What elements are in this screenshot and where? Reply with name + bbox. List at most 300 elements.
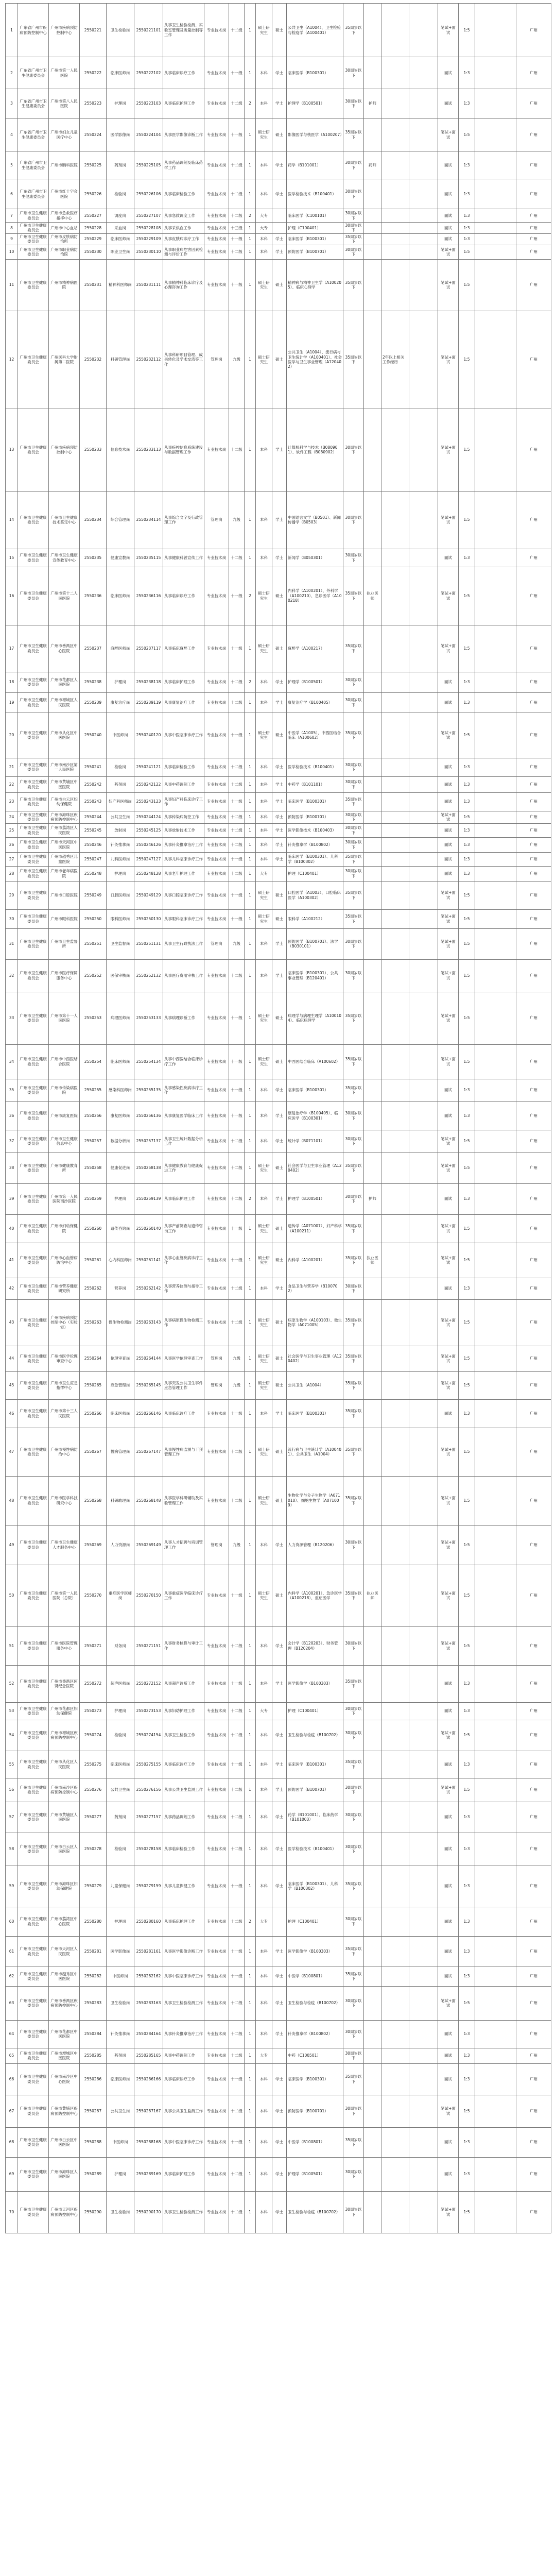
cell-unit-code: 2550289 [80, 2157, 107, 2191]
cell-unit-code: 2550256 [80, 1101, 107, 1130]
cell-title [364, 4, 381, 57]
cell-post-level: 十二级 [229, 672, 245, 692]
cell-unit-code: 2550284 [80, 2020, 107, 2048]
cell-degree: 学士 [272, 823, 287, 837]
cell-region: 广州 [516, 1866, 551, 1907]
cell-experience [381, 1044, 409, 1079]
cell-post-type: 专业技术岗 [204, 179, 229, 209]
cell-other [409, 866, 438, 881]
cell-remark [475, 866, 516, 881]
cell-post-code: 2550249129 [134, 881, 163, 909]
cell-exam-ratio: 1:3 [459, 1101, 475, 1130]
cell-hires: 1 [245, 2191, 256, 2233]
table-row [6, 1153, 551, 1183]
cell-department: 广州市卫生健康委员会 [18, 992, 49, 1044]
cell-department: 广州市卫生健康委员会 [18, 1907, 49, 1936]
cell-post-code: 2550246126 [134, 837, 163, 852]
cell-other [409, 2191, 438, 2233]
cell-degree: 学士 [272, 89, 287, 118]
cell-exam-method: 笔试+面试 [438, 1986, 459, 2020]
table-row [6, 179, 551, 209]
cell-unit: 广州市海珠区疾病预防控制中心 [49, 811, 80, 823]
cell-region: 广州 [516, 1751, 551, 1778]
cell-exam-ratio: 1:5 [459, 1626, 475, 1665]
cell-age: 35周岁以下 [343, 881, 364, 909]
cell-major: 护理（C100401） [287, 1702, 343, 1720]
cell-title [364, 1702, 381, 1720]
cell-post-type: 专业技术岗 [204, 2063, 229, 2095]
cell-post-code: 2550250130 [134, 909, 163, 928]
cell-remark [475, 1525, 516, 1565]
cell-other [409, 1214, 438, 1243]
cell-degree: 硕士 [272, 1299, 287, 1346]
cell-other [409, 2048, 438, 2063]
cell-post-type: 专业技术岗 [204, 2157, 229, 2191]
cell-region: 广州 [516, 179, 551, 209]
cell-post-desc: 从事疾控信息系统建设与数据管理工作 [163, 409, 204, 491]
cell-degree [272, 223, 287, 234]
cell-remark [475, 928, 516, 959]
cell-region: 广州 [516, 2048, 551, 2063]
cell-major: 公共卫生（A1004）、卫生检验与检疫学（A100401） [287, 4, 343, 57]
cell-other [409, 567, 438, 625]
cell-age: 35周岁以下 [343, 1476, 364, 1525]
cell-remark [475, 1214, 516, 1243]
cell-title [364, 2157, 381, 2191]
cell-hires: 1 [245, 1299, 256, 1346]
cell-exam-method: 笔试+面试 [438, 567, 459, 625]
cell-unit: 广州市卫生应急指挥中心 [49, 1371, 80, 1399]
cell-age: 30周岁以下 [343, 1101, 364, 1130]
cell-remark [475, 852, 516, 866]
cell-education: 本科 [256, 233, 272, 245]
cell-department: 广州市卫生健康委员会 [18, 245, 49, 259]
cell-degree: 学士 [272, 1833, 287, 1866]
cell-region: 广州 [516, 1967, 551, 1986]
cell-degree: 学士 [272, 1866, 287, 1907]
table-row [6, 2127, 551, 2157]
cell-age: 30周岁以下 [343, 209, 364, 223]
cell-post-desc: 从事儿科临床诊疗工作 [163, 852, 204, 866]
cell-hires: 1 [245, 758, 256, 776]
cell-hires: 2 [245, 89, 256, 118]
cell-age: 30周岁以下 [343, 89, 364, 118]
table-row [6, 1525, 551, 1565]
cell-major: 医学检验技术（B100401） [287, 758, 343, 776]
cell-unit: 广州市增城区疾病预防控制中心 [49, 1720, 80, 1751]
cell-post-level: 十一级 [229, 625, 245, 672]
cell-remark [475, 1778, 516, 1802]
table-row [6, 567, 551, 625]
cell-region: 广州 [516, 491, 551, 549]
cell-degree [272, 866, 287, 881]
cell-post-code: 2550260140 [134, 1214, 163, 1243]
cell-post-desc: 从事医学科研辅助及实验管理工作 [163, 1476, 204, 1525]
cell-post-type: 专业技术岗 [204, 2095, 229, 2127]
cell-degree: 学士 [272, 1399, 287, 1428]
cell-unit-code: 2550262 [80, 1278, 107, 1299]
cell-major: 内科学（A100201） [287, 1243, 343, 1278]
cell-education: 本科 [256, 1936, 272, 1967]
cell-title [364, 1751, 381, 1778]
cell-major: 卫生检验与检疫（B100702） [287, 1986, 343, 2020]
cell-hires: 1 [245, 1399, 256, 1428]
cell-education: 本科 [256, 1802, 272, 1833]
cell-age: 30周岁以下 [343, 409, 364, 491]
cell-experience [381, 4, 409, 57]
cell-post-type: 专业技术岗 [204, 1399, 229, 1428]
cell-major: 护理学（B100501） [287, 672, 343, 692]
table-row [6, 1665, 551, 1702]
cell-remark [475, 1044, 516, 1079]
cell-post-type: 专业技术岗 [204, 1428, 229, 1476]
cell-post-type: 专业技术岗 [204, 1183, 229, 1214]
cell-post: 精神科医师岗 [107, 259, 134, 311]
cell-post-desc: 从事营养监测与指导工作 [163, 1278, 204, 1299]
cell-post-level: 十二级 [229, 811, 245, 823]
cell-remark [475, 2048, 516, 2063]
cell-post-type: 专业技术岗 [204, 1702, 229, 1720]
cell-experience [381, 567, 409, 625]
cell-post-code: 2550275155 [134, 1751, 163, 1778]
cell-exam-ratio: 1:5 [459, 1153, 475, 1183]
cell-other [409, 57, 438, 89]
cell-title [364, 672, 381, 692]
cell-exam-ratio: 1:5 [459, 2191, 475, 2233]
cell-experience [381, 1702, 409, 1720]
cell-unit: 广州市黄埔区中医医院 [49, 776, 80, 792]
cell-unit: 广州市妇女儿童医疗中心 [49, 118, 80, 151]
cell-major: 康复治疗学（B100405） [287, 692, 343, 713]
cell-department: 广州市卫生健康委员会 [18, 852, 49, 866]
cell-department: 广州市卫生健康委员会 [18, 1665, 49, 1702]
cell-post-desc: 从事临床护理工作 [163, 1907, 204, 1936]
cell-department: 广东省广州市卫生健康委员会 [18, 118, 49, 151]
cell-post-code: 2550225105 [134, 151, 163, 179]
cell-region: 广州 [516, 1153, 551, 1183]
cell-age: 35周岁以下 [343, 1665, 364, 1702]
cell-region: 广州 [516, 1665, 551, 1702]
cell-major: 临床医学（B100301） [287, 233, 343, 245]
cell-unit-code: 2550243 [80, 792, 107, 811]
cell-post-level: 十二级 [229, 1802, 245, 1833]
cell-remark [475, 792, 516, 811]
cell-post-level: 十一级 [229, 992, 245, 1044]
cell-exam-method: 面试 [438, 223, 459, 234]
cell-age: 35周岁以下 [343, 1751, 364, 1778]
cell-hires: 1 [245, 2095, 256, 2127]
cell-hires: 1 [245, 223, 256, 234]
table-row [6, 1833, 551, 1866]
cell-degree: 学士 [272, 959, 287, 992]
cell-other [409, 692, 438, 713]
cell-exam-ratio: 1:5 [459, 959, 475, 992]
cell-remark [475, 672, 516, 692]
cell-department: 广州市卫生健康委员会 [18, 1986, 49, 2020]
cell-age: 35周岁以下 [343, 1428, 364, 1476]
cell-experience [381, 1665, 409, 1702]
cell-remark [475, 1101, 516, 1130]
cell-post: 病理医师岗 [107, 992, 134, 1044]
table-row [6, 1907, 551, 1936]
cell-experience [381, 1399, 409, 1428]
cell-education: 硕士研究生 [256, 1346, 272, 1371]
cell-education: 本科 [256, 2095, 272, 2127]
cell-exam-ratio: 1:3 [459, 1802, 475, 1833]
cell-age: 30周岁以下 [343, 2157, 364, 2191]
cell-region: 广州 [516, 2157, 551, 2191]
cell-department: 广州市卫生健康委员会 [18, 1399, 49, 1428]
cell-post-level: 十一级 [229, 1936, 245, 1967]
cell-post-code: 2550223103 [134, 89, 163, 118]
cell-degree: 学士 [272, 2020, 287, 2048]
cell-hires: 1 [245, 233, 256, 245]
cell-post-level: 十二级 [229, 1833, 245, 1866]
table-row [6, 1720, 551, 1751]
cell-unit: 广州市第十一人民医院 [49, 992, 80, 1044]
cell-remark [475, 1476, 516, 1525]
cell-unit-code: 2550226 [80, 179, 107, 209]
cell-index: 67 [6, 2095, 18, 2127]
cell-remark [475, 909, 516, 928]
cell-title [364, 2020, 381, 2048]
cell-post-level: 十二级 [229, 2191, 245, 2233]
cell-post-code: 2550224104 [134, 118, 163, 151]
cell-age: 30周岁以下 [343, 1525, 364, 1565]
cell-degree: 硕士 [272, 992, 287, 1044]
cell-region: 广州 [516, 1183, 551, 1214]
cell-remark [475, 776, 516, 792]
cell-post-code: 2550278158 [134, 1833, 163, 1866]
cell-department: 广州市卫生健康委员会 [18, 1802, 49, 1833]
cell-exam-method: 面试 [438, 1833, 459, 1866]
cell-education: 本科 [256, 2191, 272, 2233]
cell-post-level: 十二级 [229, 959, 245, 992]
cell-experience [381, 713, 409, 758]
cell-unit-code: 2550290 [80, 2191, 107, 2233]
cell-hires: 1 [245, 1702, 256, 1720]
cell-department: 广州市卫生健康委员会 [18, 1079, 49, 1101]
cell-education: 本科 [256, 837, 272, 852]
cell-other [409, 1967, 438, 1986]
cell-post-desc: 从事皮肤病诊疗工作 [163, 233, 204, 245]
cell-post-level: 九级 [229, 491, 245, 549]
cell-post-code: 2550268148 [134, 1476, 163, 1525]
cell-post: 儿科医师岗 [107, 852, 134, 866]
cell-remark [475, 259, 516, 311]
cell-post: 中医师岗 [107, 713, 134, 758]
cell-experience [381, 776, 409, 792]
cell-exam-method: 笔试+面试 [438, 1371, 459, 1399]
cell-remark [475, 1153, 516, 1183]
cell-post: 护理岗 [107, 1907, 134, 1936]
cell-unit: 广州市眼科医院 [49, 909, 80, 928]
cell-post-code: 2550286166 [134, 2063, 163, 2095]
cell-hires: 1 [245, 1751, 256, 1778]
cell-post-code: 2550228108 [134, 223, 163, 234]
cell-education: 硕士研究生 [256, 1428, 272, 1476]
cell-degree: 学士 [272, 776, 287, 792]
cell-post-type: 专业技术岗 [204, 1751, 229, 1778]
cell-unit: 广州市医学科技研究中心 [49, 1476, 80, 1525]
cell-region: 广州 [516, 2095, 551, 2127]
cell-age: 30周岁以下 [343, 672, 364, 692]
cell-other [409, 1866, 438, 1907]
cell-post: 卫生检验岗 [107, 2191, 134, 2233]
cell-exam-method: 笔试+面试 [438, 928, 459, 959]
cell-title [364, 311, 381, 409]
cell-exam-ratio: 1:5 [459, 259, 475, 311]
cell-remark [475, 118, 516, 151]
cell-experience [381, 1833, 409, 1866]
cell-age: 30周岁以下 [343, 959, 364, 992]
cell-age: 35周岁以下 [343, 1936, 364, 1967]
cell-post-level: 十一级 [229, 713, 245, 758]
cell-department: 广州市卫生健康委员会 [18, 2127, 49, 2157]
cell-age: 35周岁以下 [343, 1214, 364, 1243]
cell-other [409, 1278, 438, 1299]
cell-exam-method: 笔试+面试 [438, 713, 459, 758]
cell-unit: 广州市卫生健康技术鉴定中心 [49, 491, 80, 549]
cell-department: 广州市卫生健康委员会 [18, 713, 49, 758]
cell-age: 30周岁以下 [343, 549, 364, 567]
cell-title [364, 1936, 381, 1967]
cell-post-level: 十二级 [229, 4, 245, 57]
cell-age: 35周岁以下 [343, 1399, 364, 1428]
cell-exam-method: 面试 [438, 837, 459, 852]
cell-remark [475, 811, 516, 823]
cell-experience [381, 1346, 409, 1371]
cell-hires: 1 [245, 1525, 256, 1565]
cell-unit-code: 2550275 [80, 1751, 107, 1778]
cell-post-code: 2550238118 [134, 672, 163, 692]
cell-index: 36 [6, 1101, 18, 1130]
cell-post-desc: 从事临床护理工作 [163, 672, 204, 692]
cell-exam-method: 笔试+面试 [438, 245, 459, 259]
cell-major: 食品卫生与营养学（B100702） [287, 1278, 343, 1299]
cell-exam-ratio: 1:5 [459, 1044, 475, 1079]
cell-remark [475, 4, 516, 57]
cell-exam-method: 笔试+面试 [438, 1243, 459, 1278]
cell-hires: 1 [245, 1130, 256, 1153]
cell-hires: 1 [245, 245, 256, 259]
cell-remark [475, 567, 516, 625]
cell-major: 临床医学（C100101） [287, 209, 343, 223]
cell-experience [381, 1278, 409, 1299]
cell-post-level: 十一级 [229, 2063, 245, 2095]
cell-age: 30周岁以下 [343, 1183, 364, 1214]
cell-index: 11 [6, 259, 18, 311]
cell-major: 中国语言文学（B0501）、新闻传播学（B0503） [287, 491, 343, 549]
cell-department: 广州市卫生健康委员会 [18, 1130, 49, 1153]
cell-post: 检验岗 [107, 1833, 134, 1866]
cell-unit: 广州市海珠区妇幼保健院 [49, 1866, 80, 1907]
cell-degree: 硕士 [272, 1476, 287, 1525]
cell-region: 广州 [516, 672, 551, 692]
cell-post-type: 专业技术岗 [204, 758, 229, 776]
cell-post: 检验岗 [107, 1720, 134, 1751]
cell-post-type: 专业技术岗 [204, 713, 229, 758]
cell-education: 本科 [256, 57, 272, 89]
cell-index: 40 [6, 1214, 18, 1243]
cell-education: 硕士研究生 [256, 1371, 272, 1399]
cell-education: 硕士研究生 [256, 118, 272, 151]
cell-degree: 学士 [272, 1751, 287, 1778]
cell-title: 执业医师 [364, 567, 381, 625]
cell-education: 本科 [256, 1833, 272, 1866]
cell-title [364, 2063, 381, 2095]
cell-post-code: 2550259139 [134, 1183, 163, 1214]
cell-region: 广州 [516, 223, 551, 234]
cell-region: 广州 [516, 409, 551, 491]
table-row [6, 2191, 551, 2233]
cell-post: 职业卫生岗 [107, 245, 134, 259]
cell-region: 广州 [516, 837, 551, 852]
cell-title [364, 959, 381, 992]
cell-post: 护理岗 [107, 89, 134, 118]
cell-department: 广州市卫生健康委员会 [18, 672, 49, 692]
cell-post-code: 2550261141 [134, 1243, 163, 1278]
cell-exam-ratio: 1:3 [459, 179, 475, 209]
cell-index: 65 [6, 2048, 18, 2063]
cell-post-type: 专业技术岗 [204, 1866, 229, 1907]
cell-post: 慢病管理岗 [107, 1428, 134, 1476]
cell-index: 46 [6, 1399, 18, 1428]
cell-exam-method: 面试 [438, 1967, 459, 1986]
cell-major: 医学影像学（B100303） [287, 1936, 343, 1967]
table-row [6, 209, 551, 223]
cell-index: 47 [6, 1428, 18, 1476]
cell-exam-method: 面试 [438, 57, 459, 89]
cell-post-code: 2550257137 [134, 1130, 163, 1153]
cell-post-code: 2550252132 [134, 959, 163, 992]
cell-index: 20 [6, 713, 18, 758]
cell-index: 39 [6, 1183, 18, 1214]
cell-unit-code: 2550266 [80, 1399, 107, 1428]
cell-unit: 广州市增城区人民医院 [49, 692, 80, 713]
cell-hires: 1 [245, 1720, 256, 1751]
cell-post-desc: 从事中西医结合临床诊疗工作 [163, 1044, 204, 1079]
cell-post-desc: 从事临床护理工作 [163, 89, 204, 118]
cell-age: 30周岁以下 [343, 1626, 364, 1665]
cell-post-type: 专业技术岗 [204, 881, 229, 909]
table-row [6, 992, 551, 1044]
cell-title: 护师 [364, 89, 381, 118]
cell-region: 广州 [516, 909, 551, 928]
cell-major: 生物化学与分子生物学（A071010）、细胞生物学（A071009） [287, 1476, 343, 1525]
cell-unit-code: 2550223 [80, 89, 107, 118]
cell-post-desc: 从事康复医学临床工作 [163, 1101, 204, 1130]
cell-degree: 硕士 [272, 1346, 287, 1371]
cell-unit: 广州市南沙区中心医院 [49, 2063, 80, 2095]
cell-post-level: 十一级 [229, 1044, 245, 1079]
cell-experience [381, 245, 409, 259]
cell-title [364, 2191, 381, 2233]
cell-hires: 1 [245, 837, 256, 852]
table-row [6, 1278, 551, 1299]
cell-experience [381, 792, 409, 811]
cell-title [364, 1079, 381, 1101]
cell-region: 广州 [516, 1278, 551, 1299]
cell-post-code: 2550233113 [134, 409, 163, 491]
cell-age: 30周岁以下 [343, 1278, 364, 1299]
cell-education: 本科 [256, 823, 272, 837]
cell-department: 广州市卫生健康委员会 [18, 1243, 49, 1278]
cell-other [409, 1371, 438, 1399]
cell-experience [381, 625, 409, 672]
cell-post-level: 十二级 [229, 1702, 245, 1720]
cell-major: 预防医学（B100701） [287, 1778, 343, 1802]
